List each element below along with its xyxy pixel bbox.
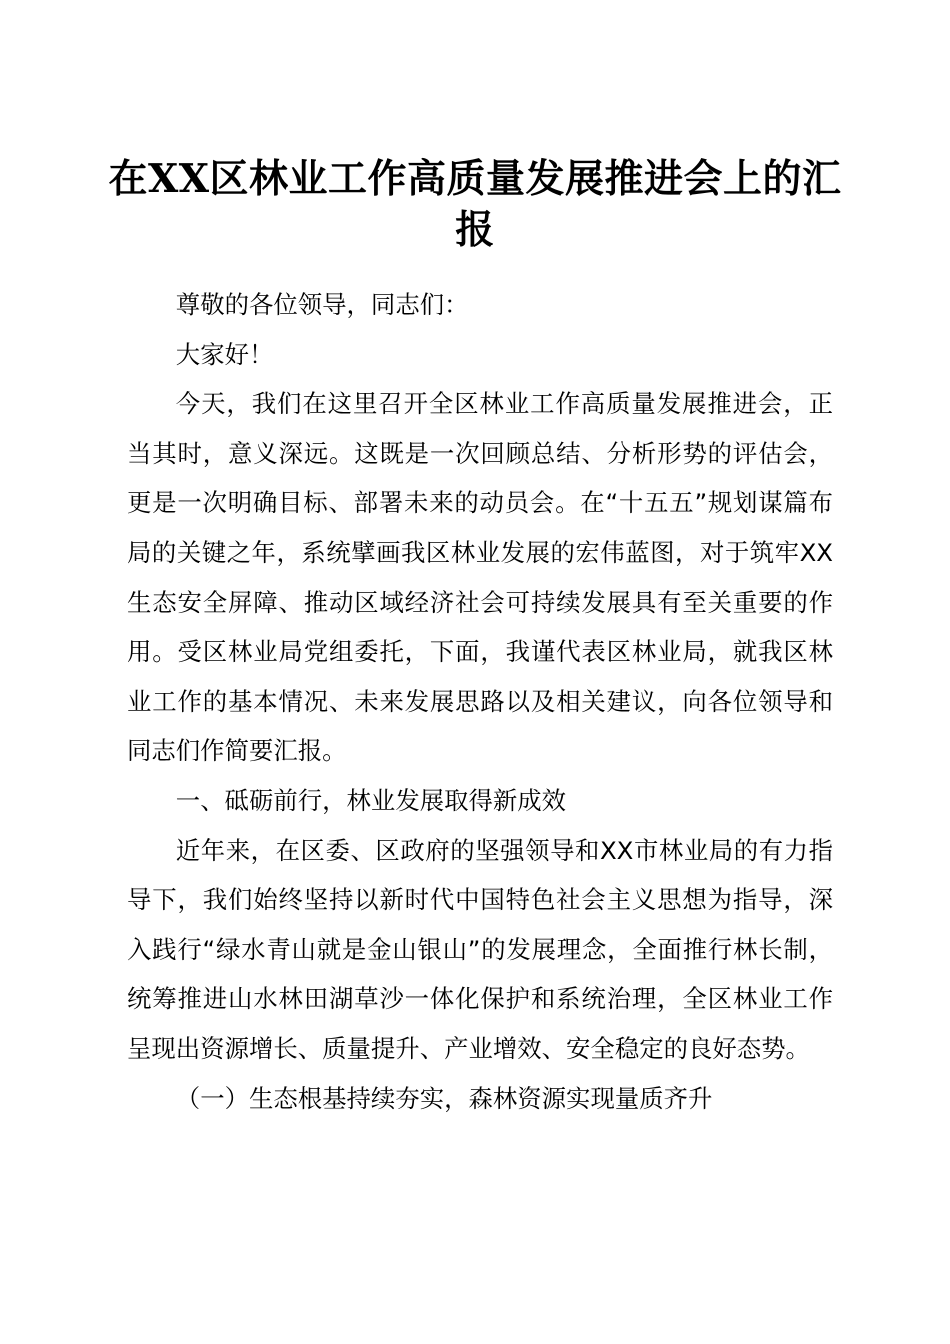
- greeting: 大家好！: [175, 339, 274, 369]
- section-heading-1: 一、砥砺前行，林业发展取得新成效: [175, 785, 567, 815]
- salutation: 尊敬的各位领导，同志们：: [175, 290, 469, 319]
- intro-paragraph: 今天，我们在这里召开全区林业工作高质量发展推进会，正当其时，意义深远。这既是一次回顾总结、分析形势的评估会，更是一次明确目标、部署未来的动员会。在“十五五”规划谋篇布局的关键之年，系统擘画我区林业发展的宏伟蓝图，对于筑牢XX生态安全屏障、推动区域经济社会可持续发展具有至关重要的作用。受区林业局党组委托，下面，我谨代表区林业局，就我区林业工作的基本情况、未来发展思路以及相关建议，向各位领导和同志们作简要汇报。: [127, 389, 833, 766]
- document-title: 在XX区林业工作高质量发展推进会上的汇报: [108, 156, 842, 253]
- subsection-heading-1: （一）生态根基持续夯实，森林资源实现量质齐升: [175, 1083, 713, 1113]
- document-body: [127, 280, 833, 1123]
- section-1-paragraph: 近年来，在区委、区政府的坚强领导和XX市林业局的有力指导下，我们始终坚持以新时代中国特色社会主义思想为指导，深入践行“绿水青山就是金山银山”的发展理念，全面推行林长制，统筹推进山水林田湖草沙一体化保护和系统治理，全区林业工作呈现出资源增长、质量提升、产业增效、安全稳定的良好态势。: [127, 835, 833, 1063]
